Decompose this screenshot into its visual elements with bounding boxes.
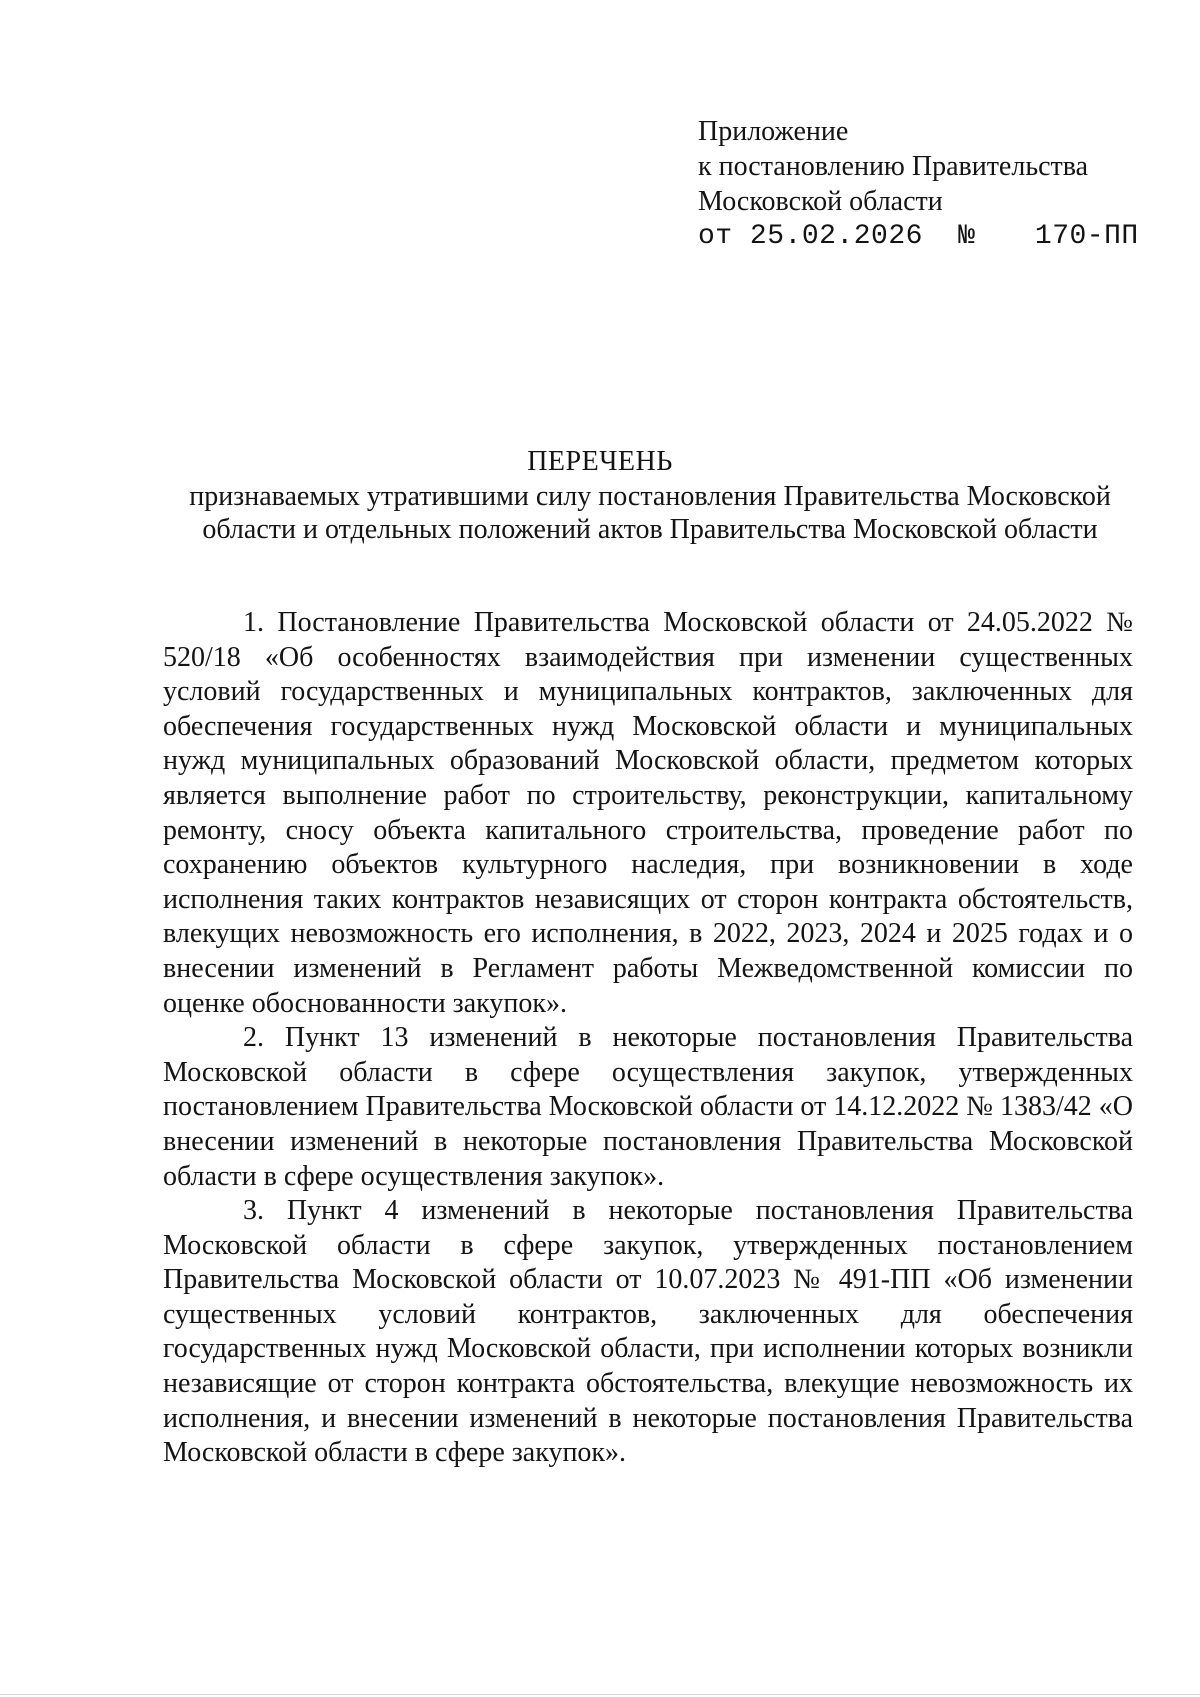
date-prefix: от bbox=[698, 221, 733, 252]
document-title: ПЕРЕЧЕНЬ bbox=[527, 446, 673, 477]
appendix-region: Московской области bbox=[698, 186, 943, 217]
appendix-resolution-ref: к постановлению Правительства bbox=[698, 151, 1089, 182]
number-sign: № bbox=[958, 221, 976, 252]
list-item: 1. Постановление Правительства Московской области от 24.05.2022 № 520/18 «Об особенностях взаимодействия при изменении существенных условий государственных и муниципальных контрактов, заключенных для обеспечения государственных нужд Московской области и муниципальных нужд муниципальных образований Московской области, предметом которых является выполнение работ по строительству, реконструкции, капитальному ремонту, сносу объекта капитального строительства, проведение работ по сохранению объектов культурного наследия, при возникновении в ходе исполнения таких контрактов независящих от сторон контракта обстоятельств, влекущих невозможность его исполнения, в 2022, 2023, 2024 и 2025 годах и о внесении изменений в Регламент работы Межведомственной комиссии по оценке обоснованности закупок». bbox=[163, 607, 1133, 1019]
scan-edge-line bbox=[0, 1694, 1200, 1695]
document-subtitle: признаваемых утратившими силу постановления Правительства Московской области и отдельных положений актов Правительства Московской области bbox=[189, 481, 1111, 545]
appendix-date-number bbox=[698, 219, 1139, 254]
appendix-label: Приложение bbox=[698, 116, 849, 147]
resolution-number: 170-ПП bbox=[1034, 221, 1139, 252]
resolution-date: 25.02.2026 bbox=[749, 221, 923, 252]
appendix-header bbox=[698, 114, 1139, 254]
document-body bbox=[163, 606, 1133, 1471]
list-item: 3. Пункт 4 изменений в некоторые постановления Правительства Московской области в сфере закупок, утвержденных постановлением Правительства Московской области от 10.07.2023 № 491-ПП «Об изменении существенных условий контрактов, заключенных для обеспечения государственных нужд Московской области, при исполнении которых возникли независящие от сторон контракта обстоятельства, влекущие невозможность их исполнения, и внесении изменений в некоторые постановления Правительства Московской области в сфере закупок». bbox=[163, 1195, 1133, 1469]
list-item: 2. Пункт 13 изменений в некоторые постановления Правительства Московской области в сфере осуществления закупок, утвержденных постановлением Правительства Московской области от 14.12.2022 № 1383/42 «О внесении изменений в некоторые постановления Правительства Московской области в сфере осуществления закупок». bbox=[163, 1022, 1134, 1192]
